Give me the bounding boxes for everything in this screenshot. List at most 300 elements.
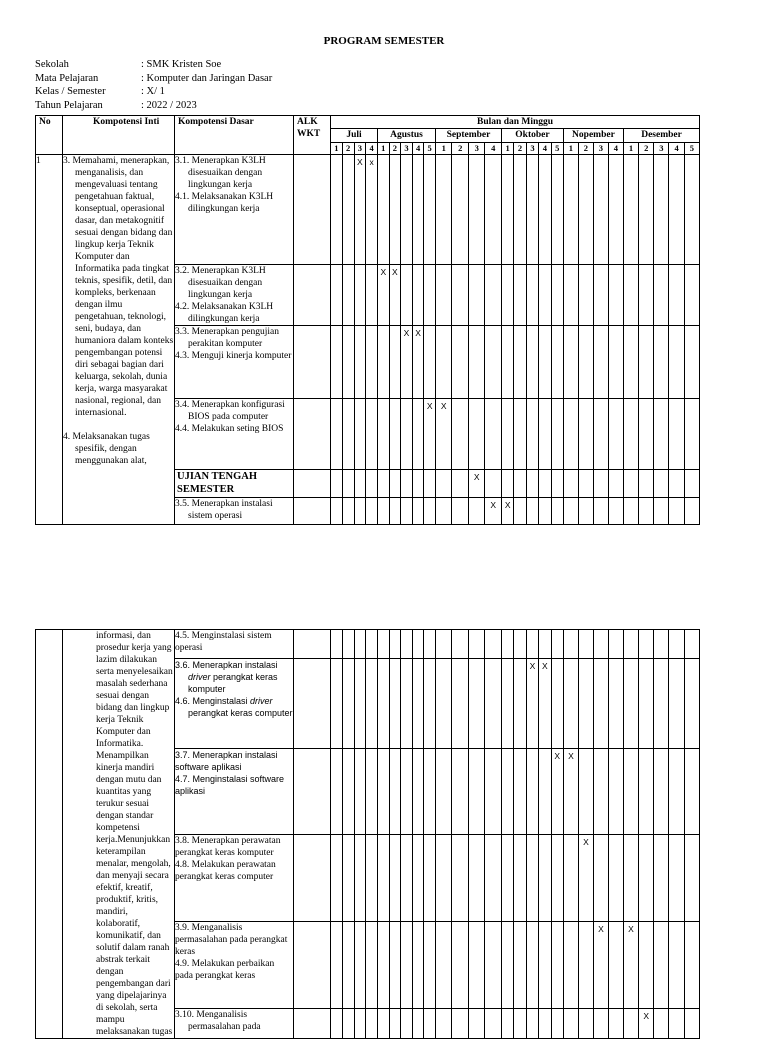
week-cell [435,326,452,399]
week-cell: X [435,399,452,470]
week-cell [435,749,452,835]
info-row [35,58,272,72]
week-cell [424,1008,436,1038]
kd-item: 4.3. Menguji kinerja komputer [175,351,292,361]
week-cell [526,326,538,399]
week-cell [485,1008,502,1038]
week-number: 1 [623,143,638,155]
week-cell [654,470,669,498]
week-cell [539,630,551,659]
header-row [36,116,700,129]
alk-cell [294,749,331,835]
week-cell [485,326,502,399]
week-cell [514,498,526,525]
week-cell [639,630,654,659]
week-cell [366,470,378,498]
week-cell [639,749,654,835]
week-cell [608,470,623,498]
week-cell [593,659,608,749]
week-cell [654,630,669,659]
week-cell [366,921,378,1008]
week-cell [563,1008,578,1038]
week-cell [539,155,551,265]
week-cell [485,155,502,265]
info-block [35,58,272,112]
week-cell [401,470,413,498]
kd-item: 4.4. Melakukan seting BIOS [175,424,284,434]
info-label: Kelas / Semester [35,86,106,97]
kd-item: 4.8. Melakukan perawatan perangkat keras computer [175,860,276,883]
week-cell [551,498,563,525]
kd-item: 4.2. Melaksanakan K3LH dilingkungan kerja [175,302,274,324]
week-cell [354,265,366,326]
week-cell [331,1008,343,1038]
week-cell [654,749,669,835]
week-cell [452,498,469,525]
week-cell [684,921,699,1008]
week-cell [608,749,623,835]
alk-cell [294,399,331,470]
week-cell [501,399,513,470]
week-cell [608,921,623,1008]
week-cell [608,399,623,470]
week-cell [354,630,366,659]
week-number: 4 [608,143,623,155]
week-cell: X [623,921,638,1008]
week-cell [669,630,684,659]
week-cell [608,1008,623,1038]
header-kd: Kompotensi Dasar [175,116,294,155]
week-cell [378,835,390,921]
kd-cell [175,1008,294,1038]
row-number: 1 [36,155,63,525]
week-cell [578,630,593,659]
week-cell [389,155,401,265]
week-cell [654,659,669,749]
week-cell [389,749,401,835]
week-cell [501,659,513,749]
month-header: Juli [331,129,378,143]
week-cell [342,921,354,1008]
week-cell [608,326,623,399]
week-cell [412,498,424,525]
week-cell [412,470,424,498]
month-header: Oktober [501,129,563,143]
week-cell [526,835,538,921]
week-cell [551,399,563,470]
week-cell [354,498,366,525]
week-cell [593,470,608,498]
week-cell [501,749,513,835]
week-number: 4 [366,143,378,155]
week-cell [551,326,563,399]
week-cell [412,835,424,921]
week-cell: X [578,835,593,921]
week-cell [485,921,502,1008]
week-cell [366,835,378,921]
week-cell [654,399,669,470]
week-cell [514,921,526,1008]
week-cell [608,265,623,326]
week-cell [593,1008,608,1038]
week-cell [501,155,513,265]
week-cell [669,265,684,326]
week-cell [435,265,452,326]
week-cell [514,749,526,835]
week-number: 2 [342,143,354,155]
week-cell [593,265,608,326]
week-cell [551,630,563,659]
week-cell [539,749,551,835]
week-cell [514,1008,526,1038]
week-cell [608,835,623,921]
week-cell [435,498,452,525]
week-cell [593,498,608,525]
kd-cell [175,155,294,265]
week-cell [435,470,452,498]
alk-cell [294,921,331,1008]
kd-item: 3.4. Menerapkan konfigurasi BIOS pada computer [175,400,285,422]
week-cell [563,326,578,399]
week-cell [354,1008,366,1038]
week-cell [331,498,343,525]
week-cell [468,498,485,525]
info-value: : X/ 1 [141,86,165,97]
week-cell [578,498,593,525]
week-cell [342,470,354,498]
kd-cell [175,265,294,326]
week-cell [389,659,401,749]
week-cell [424,498,436,525]
week-cell [366,630,378,659]
week-cell [389,470,401,498]
week-cell [378,659,390,749]
week-cell [514,399,526,470]
week-cell [669,498,684,525]
week-cell [424,326,436,399]
week-cell [623,835,638,921]
week-cell [551,470,563,498]
week-cell [412,1008,424,1038]
week-cell [366,659,378,749]
alk-cell [294,1008,331,1038]
header-no: No [36,116,63,155]
week-cell [563,498,578,525]
document-title: PROGRAM SEMESTER [323,35,445,47]
week-cell [452,1008,469,1038]
week-cell [654,326,669,399]
alk-cell [294,265,331,326]
week-cell: X [424,399,436,470]
week-cell [551,1008,563,1038]
kd-cell [175,835,294,921]
week-cell [669,835,684,921]
kd-item: 3.10. Menganalisis permasalahan pada [175,1009,261,1032]
kd-item: UJIAN TENGAH SEMESTER [177,471,258,495]
week-cell [639,921,654,1008]
week-cell [539,470,551,498]
ki-cell [63,630,175,1039]
week-cell [401,155,413,265]
week-cell [389,1008,401,1038]
week-cell [342,630,354,659]
week-cell [593,155,608,265]
week-cell [623,659,638,749]
week-cell [623,326,638,399]
week-number: 1 [378,143,390,155]
week-number: 3 [654,143,669,155]
week-cell [639,659,654,749]
week-number: 5 [424,143,436,155]
week-cell [551,835,563,921]
week-cell [501,470,513,498]
week-cell [485,470,502,498]
week-cell [669,399,684,470]
week-cell [468,749,485,835]
week-cell [331,470,343,498]
schedule-table-page-1 [35,115,700,525]
week-number: 5 [551,143,563,155]
week-cell: X [563,749,578,835]
week-cell [563,835,578,921]
week-cell [435,835,452,921]
month-header: Agustus [378,129,436,143]
week-number: 3 [593,143,608,155]
week-cell [578,326,593,399]
week-cell [354,470,366,498]
week-cell [331,835,343,921]
week-cell [401,835,413,921]
week-cell [623,470,638,498]
week-cell [526,749,538,835]
week-number: 4 [412,143,424,155]
week-cell [563,155,578,265]
week-cell [639,155,654,265]
week-cell [501,326,513,399]
kd-item: 3.2. Menerapkan K3LH disesuaikan dengan lingkungan kerja [175,266,266,300]
week-cell [623,630,638,659]
week-cell [366,749,378,835]
week-cell [578,749,593,835]
week-cell [526,399,538,470]
week-cell [578,1008,593,1038]
week-cell [578,921,593,1008]
week-cell [378,1008,390,1038]
week-cell [452,659,469,749]
week-cell [401,498,413,525]
week-cell [514,265,526,326]
week-number: 2 [389,143,401,155]
table-row [36,630,700,659]
table-row [36,155,700,265]
kd-cell [175,498,294,525]
week-cell [514,326,526,399]
week-cell [401,659,413,749]
week-cell [378,155,390,265]
week-cell [452,155,469,265]
kd-cell [175,470,294,498]
week-cell [551,265,563,326]
week-number: 1 [563,143,578,155]
week-cell [514,835,526,921]
week-cell [452,470,469,498]
week-cell [485,749,502,835]
week-cell [684,749,699,835]
week-cell [526,921,538,1008]
week-cell [684,659,699,749]
week-cell [435,630,452,659]
alk-cell [294,630,331,659]
week-cell [551,155,563,265]
header-ki: Kompotensi Inti [63,116,175,155]
month-header: Desember [623,129,699,143]
week-cell [539,921,551,1008]
week-cell [608,630,623,659]
week-cell [578,470,593,498]
week-cell [378,470,390,498]
week-cell [551,659,563,749]
week-cell [514,470,526,498]
info-value: : SMK Kristen Soe [141,59,222,70]
week-cell [378,326,390,399]
week-cell [669,326,684,399]
week-cell [684,835,699,921]
week-number: 2 [578,143,593,155]
week-cell [452,630,469,659]
week-cell [563,630,578,659]
week-cell [342,265,354,326]
week-cell [468,835,485,921]
alk-cell [294,326,331,399]
week-cell [401,1008,413,1038]
week-cell [412,399,424,470]
ki-text-3: 3. Memahami, menerapkan, menganalisis, dan mengevaluasi tentang pengetahuan faktual, konseptual, operasional dasar, dan metakognitif sesuai dengan bidang dan lingkup kerja Teknik Komputer dan Informatika pada tingkat teknis, spesifik, detil, dan kompleks, berkenaan dengan ilmu pengetahuan, teknologi, seni, budaya, dan humaniora dalam konteks pengembangan potensi diri sebagai bagian dari keluarga, sekolah, dunia kerja, warga masyarakat nasional, regional, dan internasional. [63,156,174,418]
week-cell [514,659,526,749]
week-cell: X [639,1008,654,1038]
week-cell [684,470,699,498]
week-cell [654,155,669,265]
week-cell [424,630,436,659]
week-number: 3 [401,143,413,155]
info-label: Tahun Pelajaran [35,99,103,111]
kd-cell [175,326,294,399]
week-cell [654,921,669,1008]
week-cell [331,326,343,399]
week-cell [401,630,413,659]
week-cell [331,630,343,659]
week-cell [342,659,354,749]
week-cell [468,326,485,399]
week-cell [424,265,436,326]
ki-cell [63,155,175,525]
week-cell [424,921,436,1008]
week-cell [485,399,502,470]
week-cell [468,155,485,265]
week-cell [654,265,669,326]
week-cell [424,470,436,498]
week-cell [593,835,608,921]
kd-item: 3.3. Menerapkan pengujian perakitan komputer [175,327,279,349]
week-cell [452,399,469,470]
week-cell [354,399,366,470]
kd-item: 3.1. Menerapkan K3LH disesuaikan dengan lingkungan kerja [175,156,266,190]
week-cell: X [539,659,551,749]
week-cell [331,921,343,1008]
week-cell [578,399,593,470]
week-cell [342,835,354,921]
week-cell [354,921,366,1008]
week-cell: x [366,155,378,265]
week-cell [485,659,502,749]
week-cell [366,265,378,326]
week-cell [485,835,502,921]
kd-cell [175,659,294,749]
kd-item: 3.9. Menganalisis permasalahan pada perangkat keras [175,922,288,957]
week-cell [623,749,638,835]
week-cell [389,921,401,1008]
info-value: : Komputer dan Jaringan Dasar [141,72,273,84]
week-cell [563,921,578,1008]
week-cell [485,630,502,659]
week-cell [424,749,436,835]
alk-cell [294,498,331,525]
week-cell [342,749,354,835]
week-cell [501,1008,513,1038]
kd-cell [175,749,294,835]
week-cell [378,399,390,470]
week-cell: X [401,326,413,399]
week-cell [435,1008,452,1038]
kd-item: 3.5. Menerapkan instalasi sistem operasi [175,499,273,521]
week-cell [331,749,343,835]
week-cell [331,659,343,749]
week-cell: X [468,470,485,498]
week-cell [366,1008,378,1038]
week-cell [684,498,699,525]
week-cell [412,265,424,326]
info-label: Mata Pelajaran [35,72,99,84]
week-cell [424,659,436,749]
week-cell [412,921,424,1008]
week-cell [501,835,513,921]
schedule-table-page-2 [35,629,700,1039]
week-cell [526,470,538,498]
alk-cell [294,835,331,921]
week-cell [639,498,654,525]
week-number: 1 [501,143,513,155]
week-cell [526,498,538,525]
week-cell [578,659,593,749]
week-cell [669,1008,684,1038]
week-cell [578,265,593,326]
week-cell [452,326,469,399]
week-cell [485,265,502,326]
week-cell [654,1008,669,1038]
kd-item: 4.6. Menginstalasi driver perangkat keras computer [175,696,293,719]
week-cell [551,921,563,1008]
week-cell [435,921,452,1008]
week-cell [526,265,538,326]
week-cell [401,749,413,835]
week-number: 5 [684,143,699,155]
week-cell [563,265,578,326]
info-value: : 2022 / 2023 [141,99,197,111]
week-cell [401,399,413,470]
week-cell [331,399,343,470]
kd-cell [175,399,294,470]
week-cell [424,155,436,265]
week-cell [354,659,366,749]
